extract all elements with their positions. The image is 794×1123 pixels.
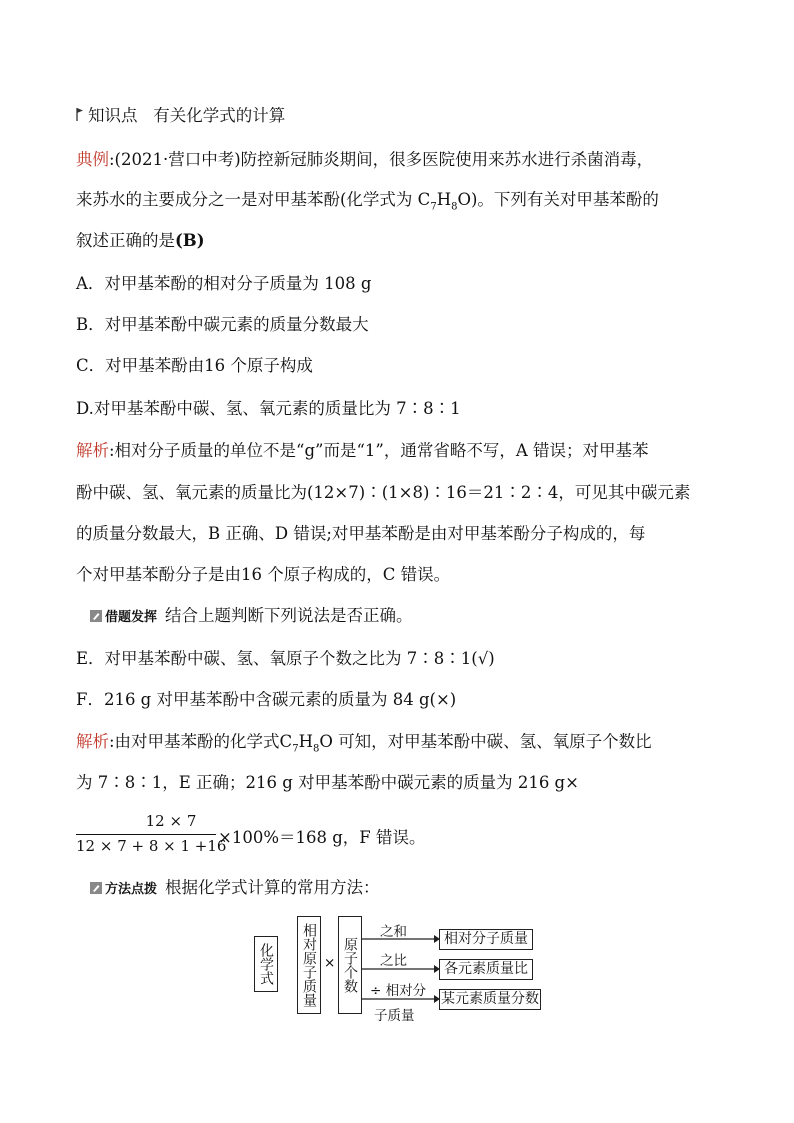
heading-tag: 知识点 — [88, 106, 138, 125]
fraction-numerator: 12 × 7 — [145, 812, 197, 830]
analysis2-line-2: 为 7∶8∶1，E 正确；216 g 对甲基苯酚中碳元素的质量为 216 g× — [76, 773, 579, 792]
method-tag: 方法点拨 — [90, 878, 157, 902]
fraction-bar — [76, 834, 216, 835]
example-line-1: 典例:(2021·营口中考)防控新冠肺炎期间，很多医院使用来苏水进行杀菌消毒， — [76, 150, 654, 169]
extend-line: 借题发挥 结合上题判断下列说法是否正确。 — [90, 604, 413, 630]
pencil-icon — [90, 610, 102, 622]
fraction-denominator: 12 × 7 + 8 × 1 +16 — [76, 837, 227, 855]
option-a: A．对甲基苯酚的相对分子质量为 108 g — [76, 274, 372, 293]
formula-box: 化学式 — [254, 936, 278, 992]
result-molecular-mass: 相对分子质量 — [439, 929, 533, 950]
example-line-3: 叙述正确的是(B) — [76, 231, 205, 250]
result-mass-fraction: 某元素质量分数 — [439, 989, 541, 1010]
analysis2-line-1: 解析:由对甲基苯酚的化学式$C_7H_8O$ 可知，对甲基苯酚中碳、氢、氧原子个数比 — [76, 732, 652, 755]
pencil-icon — [90, 882, 102, 894]
statement-e: E．对甲基苯酚中碳、氢、氧原子个数之比为 7∶8∶1(√) — [76, 649, 495, 668]
times-sign: × — [324, 955, 336, 971]
section-heading — [88, 104, 285, 128]
analysis2-label: 解析 — [76, 732, 109, 751]
sum-label: 之和 — [380, 924, 407, 940]
ratio-label: 之比 — [380, 953, 407, 969]
example-line-2: 来苏水的主要成分之一是对甲基苯酚(化学式为 $C_7H_8O$)。下列有关对甲基苯酚的 — [76, 190, 659, 213]
statement-f: F．216 g 对甲基苯酚中含碳元素的质量为 84 g(×) — [76, 690, 457, 709]
result-mass-ratio: 各元素质量比 — [439, 959, 533, 980]
analysis1-label: 解析 — [76, 441, 109, 460]
example-answer: (B) — [175, 231, 205, 250]
extend-tag: 借题发挥 — [90, 606, 157, 630]
option-d: D.对甲基苯酚中碳、氢、氧元素的质量比为 7∶8∶1 — [76, 399, 461, 418]
analysis1-line-1: 解析:相对分子质量的单位不是“g”而是“1”，通常省略不写，A 错误；对甲基苯 — [76, 441, 649, 460]
atom-count-box: 原子个数 — [338, 916, 362, 1014]
divide-label-top: ÷ 相对分 — [370, 983, 427, 999]
heading-title: 有关化学式的计算 — [153, 106, 286, 125]
flag-icon — [76, 107, 84, 121]
analysis1-line-3: 的质量分数最大，B 正确、D 错误;对甲基苯酚是由对甲基苯酚分子构成的，每 — [76, 524, 646, 543]
example-label: 典例 — [76, 150, 109, 169]
atomic-mass-box: 相对原子质量 — [297, 916, 321, 1014]
fraction-result: ×100%＝168 g，F 错误。 — [218, 828, 426, 847]
method-line: 方法点拨 根据化学式计算的常用方法： — [90, 876, 380, 902]
analysis1-line-4: 个对甲基苯酚分子是由16 个原子构成的，C 错误。 — [76, 565, 451, 584]
option-c: C．对甲基苯酚由16 个原子构成 — [76, 356, 313, 375]
divide-label-bottom: 子质量 — [374, 1008, 415, 1024]
option-b: B．对甲基苯酚中碳元素的质量分数最大 — [76, 315, 369, 334]
analysis1-line-2: 酚中碳、氢、氧元素的质量比为(12×7)∶(1×8)∶16＝21∶2∶4，可见其中碳元素 — [76, 483, 691, 502]
